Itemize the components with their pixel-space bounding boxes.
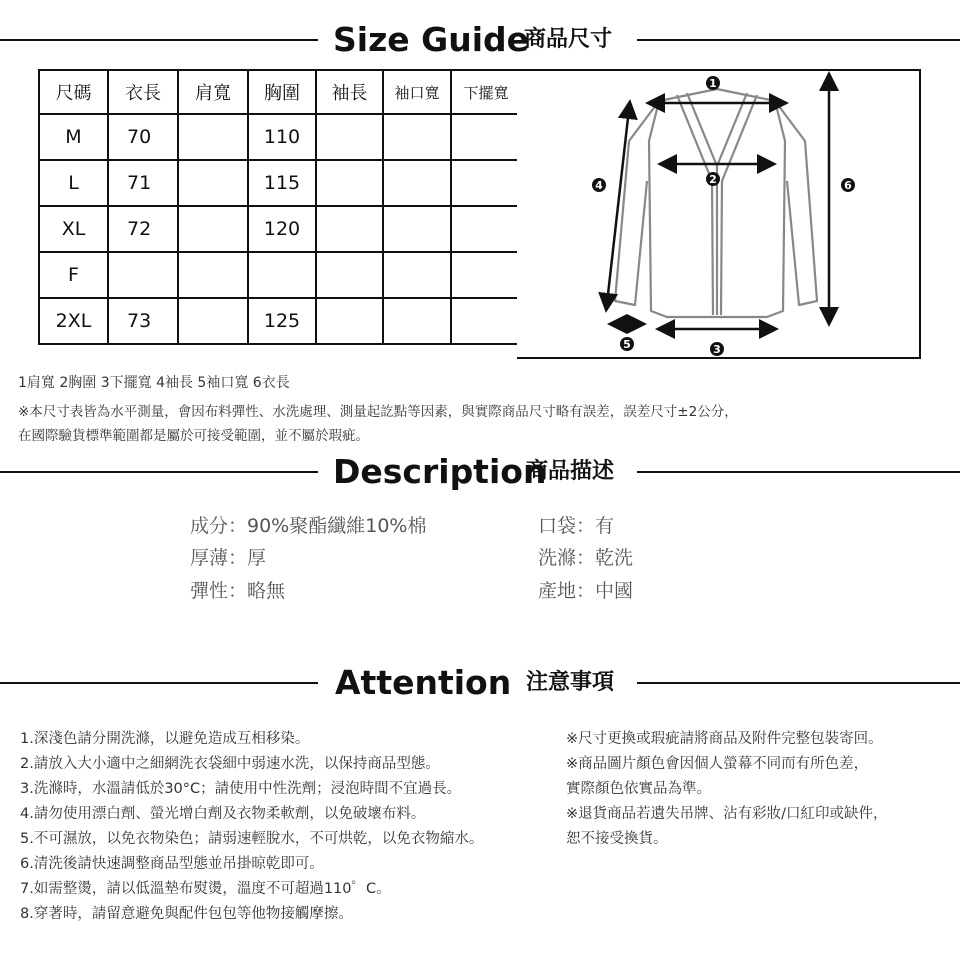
- notice-item-3: 實際顏色依實品為準。: [566, 781, 711, 797]
- row-shoulder: [178, 206, 248, 252]
- row-size: L: [39, 160, 108, 206]
- desc-thickness: 厚薄：厚: [190, 547, 267, 569]
- notice-item-1: ※尺寸更換或瑕疵請將商品及附件完整包裝寄回。: [566, 731, 883, 747]
- care-item-5: 5.不可濕放，以免衣物染色；請弱速輕脫水，不可烘乾，以免衣物縮水。: [20, 831, 484, 847]
- care-item-6: 6.清洗後請快速調整商品型態並吊掛晾乾即可。: [20, 856, 324, 872]
- care-item-7: 7.如需整燙，請以低溫墊布熨燙，溫度不可超過110゜C。: [20, 881, 391, 897]
- row-sleeve: [316, 252, 383, 298]
- row-cuff: [383, 206, 451, 252]
- row-sleeve: [316, 298, 383, 344]
- row-chest: 110: [248, 114, 316, 160]
- row-hem: [451, 252, 521, 298]
- header-rule-left: [0, 39, 318, 41]
- table-row: [39, 252, 521, 298]
- header-shoulder: 肩寬: [178, 70, 248, 114]
- row-chest: 115: [248, 160, 316, 206]
- garment-diagram: [517, 69, 921, 359]
- row-cuff: [383, 160, 451, 206]
- size-guide-title-zh: 商品尺寸: [524, 27, 613, 52]
- cardigan-sketch: [517, 71, 919, 359]
- desc-origin: 產地：中國: [538, 580, 634, 602]
- cardigan-outline: [615, 89, 817, 317]
- row-shoulder: [178, 160, 248, 206]
- care-item-4: 4.請勿使用漂白劑、螢光增白劑及衣物柔軟劑，以免破壞布料。: [20, 806, 426, 822]
- row-cuff: [383, 298, 451, 344]
- row-cuff: [383, 252, 451, 298]
- row-size: XL: [39, 206, 108, 252]
- row-length: 70: [108, 114, 178, 160]
- row-length: 73: [108, 298, 178, 344]
- marker-2-label: 2: [709, 173, 717, 186]
- header-rule-right: [637, 39, 960, 41]
- notice-item-4: ※退貨商品若遺失吊牌、沾有彩妝/口紅印或缺件，: [566, 806, 888, 822]
- measurement-legend: 1肩寬 2胸圍 3下擺寬 4袖長 5袖口寬 6衣長: [18, 375, 290, 391]
- table-row: [39, 206, 521, 252]
- row-sleeve: [316, 206, 383, 252]
- row-length: 71: [108, 160, 178, 206]
- table-row: [39, 114, 521, 160]
- row-size: F: [39, 252, 108, 298]
- care-item-8: 8.穿著時，請留意避免與配件包包等他物接觸摩擦。: [20, 906, 353, 922]
- care-item-3: 3.洗滌時，水溫請低於30°C；請使用中性洗劑；浸泡時間不宜過長。: [20, 781, 462, 797]
- care-item-2: 2.請放入大小適中之細網洗衣袋細中弱速水洗，以保持商品型態。: [20, 756, 440, 772]
- row-sleeve: [316, 114, 383, 160]
- row-cuff: [383, 114, 451, 160]
- attention-title-en: Attention: [335, 663, 512, 702]
- header-rule-right: [637, 471, 960, 473]
- description-header: [0, 447, 960, 497]
- size-note-line-1: ※本尺寸表皆為水平測量，會因布料彈性、水洗處理、測量起訖點等因素，與實際商品尺寸略有誤差，誤差尺寸±2公分，: [18, 404, 738, 420]
- marker-6-label: 6: [844, 179, 852, 192]
- notice-item-2: ※商品圖片顏色會因個人螢幕不同而有所色差，: [566, 756, 869, 772]
- notice-item-5: 恕不接受換貨。: [566, 831, 668, 847]
- row-length: [108, 252, 178, 298]
- header-rule-right: [637, 682, 960, 684]
- attention-title-zh: 注意事項: [526, 670, 615, 695]
- attention-header: [0, 658, 960, 708]
- row-size: 2XL: [39, 298, 108, 344]
- header-sleeve: 袖長: [316, 70, 383, 114]
- row-hem: [451, 114, 521, 160]
- row-shoulder: [178, 114, 248, 160]
- header-hem: 下擺寬: [451, 70, 521, 114]
- table-row: [39, 298, 521, 344]
- marker-1-label: 1: [709, 77, 717, 90]
- header-length: 衣長: [108, 70, 178, 114]
- header-rule-left: [0, 471, 318, 473]
- row-sleeve: [316, 160, 383, 206]
- table-row: [39, 160, 521, 206]
- desc-pocket: 口袋：有: [538, 515, 615, 537]
- header-chest: 胸圍: [248, 70, 316, 114]
- desc-elasticity: 彈性：略無: [190, 580, 286, 602]
- row-size: M: [39, 114, 108, 160]
- marker-5-label: 5: [623, 338, 631, 351]
- row-shoulder: [178, 252, 248, 298]
- row-hem: [451, 160, 521, 206]
- row-hem: [451, 298, 521, 344]
- row-chest: [248, 252, 316, 298]
- description-title-zh: 商品描述: [526, 459, 615, 484]
- size-note-line-2: 在國際驗貨標準範圍都是屬於可接受範圍，並不屬於瑕疵。: [18, 428, 369, 444]
- desc-washing: 洗滌：乾洗: [538, 547, 634, 569]
- size-guide-title-en: Size Guide: [333, 20, 530, 59]
- desc-material: 成分：90%聚酯纖維10%棉: [190, 515, 427, 537]
- row-shoulder: [178, 298, 248, 344]
- size-table-header-row: [39, 70, 521, 114]
- size-table: [38, 69, 522, 345]
- marker-3-label: 3: [713, 343, 721, 356]
- row-hem: [451, 206, 521, 252]
- size-guide-header: [0, 15, 960, 65]
- description-title-en: Description: [333, 452, 547, 491]
- marker-4-label: 4: [595, 179, 603, 192]
- row-chest: 120: [248, 206, 316, 252]
- header-size: 尺碼: [39, 70, 108, 114]
- row-chest: 125: [248, 298, 316, 344]
- care-item-1: 1.深淺色請分開洗滌，以避免造成互相移染。: [20, 731, 310, 747]
- header-rule-left: [0, 682, 318, 684]
- header-cuff: 袖口寬: [383, 70, 451, 114]
- row-length: 72: [108, 206, 178, 252]
